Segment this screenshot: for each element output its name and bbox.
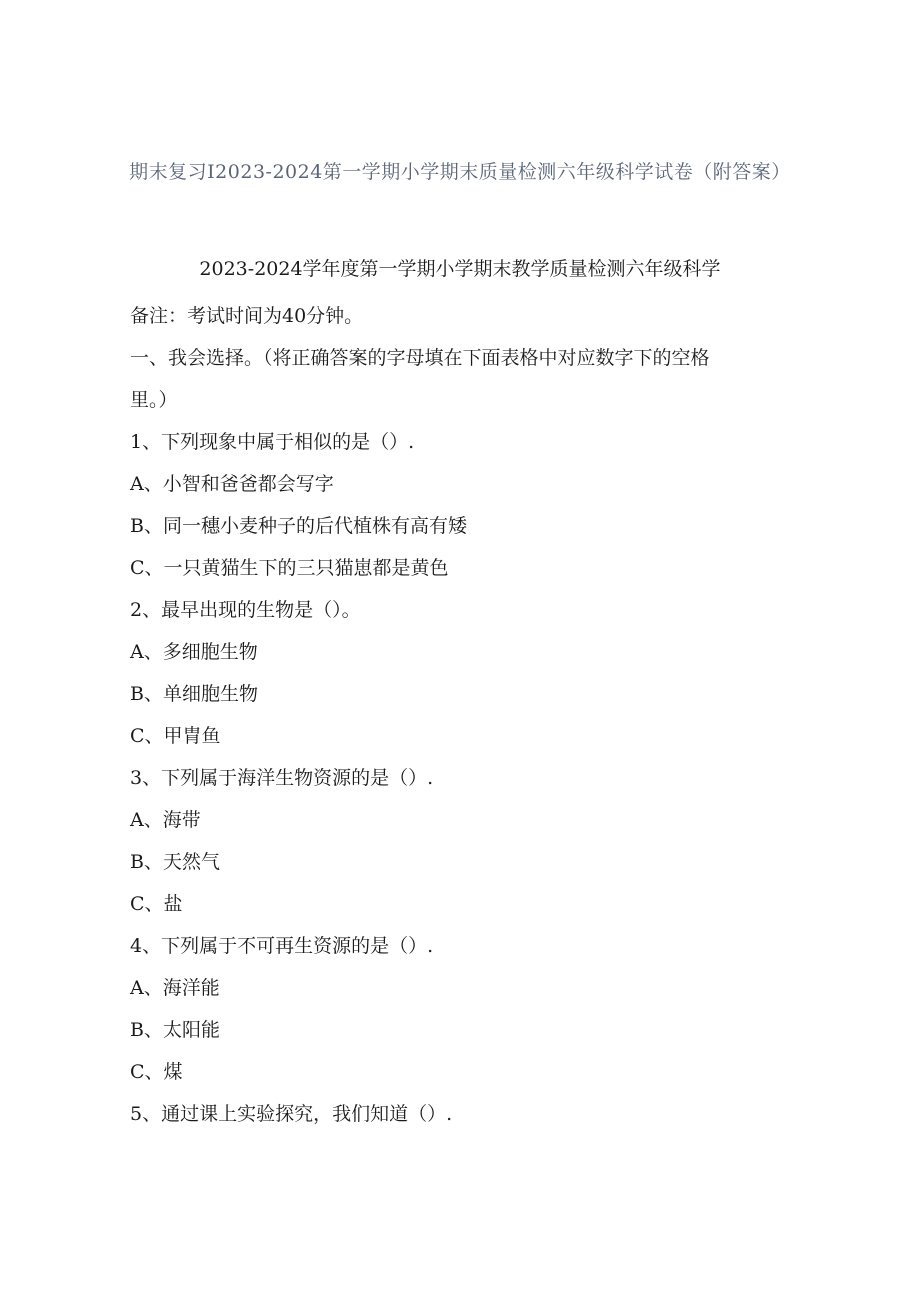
question-4-option-a: A、海洋能 [130, 977, 220, 999]
document-title: 期末复习I2023-2024第一学期小学期末质量检测六年级科学试卷（附答案） [129, 161, 791, 183]
question-1-option-c: C、一只黄猫生下的三只猫崽都是黄色 [130, 557, 449, 579]
question-3-option-a: A、海带 [130, 809, 201, 831]
section-heading: 一、我会选择。（将正确答案的字母填在下面表格中对应数字下的空格 [130, 347, 710, 369]
exam-content [130, 295, 770, 1135]
question-3: 3、下列属于海洋生物资源的是（）. [130, 767, 434, 789]
question-1-option-b: B、同一穗小麦种子的后代植株有高有矮 [130, 515, 467, 537]
exam-note: 备注：考试时间为40分钟。 [130, 305, 364, 327]
question-3-option-b: B、天然气 [130, 851, 220, 873]
section-heading-continued: 里。） [130, 389, 178, 411]
question-2-option-c: C、甲胄鱼 [130, 725, 221, 747]
question-4-option-b: B、太阳能 [130, 1019, 220, 1041]
question-2: 2、最早出现的生物是（）。 [130, 599, 361, 621]
question-2-option-a: A、多细胞生物 [130, 641, 258, 663]
question-4-option-c: C、煤 [130, 1061, 183, 1083]
question-5: 5、通过课上实验探究，我们知道（）. [130, 1103, 453, 1125]
question-3-option-c: C、盐 [130, 893, 183, 915]
question-1-option-a: A、小智和爸爸都会写字 [130, 473, 334, 495]
question-1: 1、下列现象中属于相似的是（）. [130, 431, 415, 453]
exam-subtitle: 2023-2024学年度第一学期小学期末教学质量检测六年级科学 [199, 258, 721, 280]
question-4: 4、下列属于不可再生资源的是（）. [130, 935, 434, 957]
question-2-option-b: B、单细胞生物 [130, 683, 258, 705]
